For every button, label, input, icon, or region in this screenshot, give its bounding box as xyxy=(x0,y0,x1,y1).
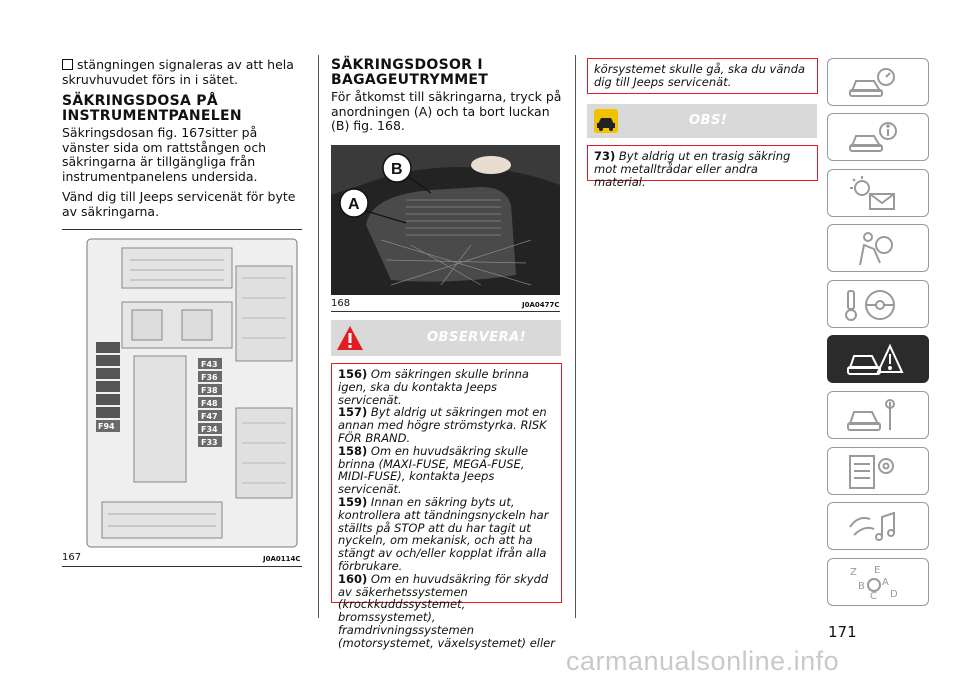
observera-notes-box xyxy=(331,363,562,650)
dashboard-car-icon xyxy=(844,63,904,103)
checkbox-icon xyxy=(62,59,73,70)
tab-dashboard[interactable] xyxy=(827,58,929,106)
page-number: 171 xyxy=(828,623,857,641)
svg-text:Z: Z xyxy=(850,567,857,578)
car-caution-icon xyxy=(593,108,619,134)
figure-167-bottom-rule xyxy=(62,566,302,567)
steering-key-icon xyxy=(844,285,904,325)
note-159: 159) Innan en säkring byts ut, kontrollera att tändningsnyckeln har ställts på STOP att du har tagit ut nyckeln, om mekanisk, och att ha stängt av och/eller kopplat ifrån alla förbrukare. xyxy=(338,494,549,573)
fuse-box-diagram xyxy=(86,238,298,548)
svg-text:C: C xyxy=(870,591,877,602)
svg-text:A: A xyxy=(882,577,889,588)
warning-triangle-icon xyxy=(336,324,364,352)
tab-maintenance[interactable] xyxy=(827,391,929,439)
continued-note-box xyxy=(587,58,818,94)
note-156: 156) Om säkringen skulle brinna igen, ska du kontakta Jeeps servicenät. xyxy=(338,367,529,407)
index-letters-icon xyxy=(844,563,904,603)
figure-168-code: J0A0477C xyxy=(522,301,560,309)
fuse-label: F33 xyxy=(201,438,218,447)
car-wrench-icon xyxy=(844,396,904,436)
fuse-label: F38 xyxy=(201,386,218,395)
dashboard-fuse-heading: SÄKRINGSDOSA PÅ INSTRUMENTPANELEN xyxy=(62,93,242,124)
photo-label-a: A xyxy=(348,196,360,213)
observera-notes xyxy=(332,364,561,654)
svg-text:B: B xyxy=(858,581,865,592)
tab-starting-driving[interactable] xyxy=(827,280,929,328)
tab-technical-data[interactable] xyxy=(827,447,929,495)
obs-banner xyxy=(587,104,817,138)
checklist-gear-icon xyxy=(844,452,904,492)
note-160: 160) Om en huvudsäkring för skydd av säkerhetssystemen (krockkuddssystemet, bromssystemet), framdrivningssystemen (motorsystemet, växelsystemet) eller xyxy=(338,571,555,650)
tab-multimedia[interactable] xyxy=(827,502,929,550)
watermark: carmanualsonline.info xyxy=(566,646,840,676)
trunk-photo xyxy=(331,145,560,295)
photo-label-b: B xyxy=(391,161,403,178)
column-divider xyxy=(318,55,319,618)
tab-index[interactable] xyxy=(827,558,929,606)
figure-168-number: 168 xyxy=(331,298,351,309)
observera-banner xyxy=(331,320,561,356)
figure-167-top-rule xyxy=(62,229,302,230)
figure-167-code: J0A0114C xyxy=(263,555,301,563)
tab-car-info[interactable] xyxy=(827,113,929,161)
fuse-label: F34 xyxy=(201,425,218,434)
fuse-label: F36 xyxy=(201,373,218,382)
fuse-label: F47 xyxy=(201,412,218,421)
observera-title: OBSERVERA! xyxy=(427,330,527,345)
obs-title: OBS! xyxy=(689,113,728,128)
airbag-seat-icon xyxy=(844,229,904,269)
car-info-icon xyxy=(844,118,904,158)
note-157: 157) Byt aldrig ut säkringen mot en annan med högre strömstyrka. RISK FÖR BRAND. xyxy=(338,405,547,445)
tab-lights-messages[interactable] xyxy=(827,169,929,217)
fuse-label: F48 xyxy=(201,399,218,408)
fuse-label-f94: F94 xyxy=(98,422,115,431)
figure-168-bottom-rule xyxy=(331,311,560,312)
media-phone-icon xyxy=(844,507,904,547)
continued-note: körsystemet skulle gå, ska du vända dig till Jeeps servicenät. xyxy=(594,62,806,89)
svg-text:D: D xyxy=(890,589,898,600)
note-73: 73) Byt aldrig ut en trasig säkring mot metalltrådar eller andra material. xyxy=(594,149,791,189)
column-divider xyxy=(575,55,576,618)
dashboard-fuse-paragraph: Säkringsdosan fig. 167sitter på vänster sida om rattstången och säkringarna är tillgängliga från instrumentpanelens undersida. xyxy=(62,125,267,184)
trunk-fuse-paragraph: För åtkomst till säkringarna, tryck på anordningen (A) och ta bort luckan (B) fig. 168. xyxy=(331,89,562,133)
note-158: 158) Om en huvudsäkring skulle brinna (MAXI-FUSE, MEGA-FUSE, MIDI-FUSE), kontakta Jeeps servicenät. xyxy=(338,443,529,497)
tab-emergency[interactable] xyxy=(827,335,929,383)
figure-167-number: 167 xyxy=(62,552,82,563)
car-warning-icon xyxy=(844,340,904,380)
trunk-fuse-heading: SÄKRINGSDOSOR I BAGAGEUTRYMMET xyxy=(331,57,489,88)
obs-notes-box xyxy=(587,145,818,189)
intro-paragraph: stängningen signaleras av att hela skruvhuvudet förs in i sätet. xyxy=(62,57,294,87)
tab-safety[interactable] xyxy=(827,224,929,272)
servicenet-paragraph: Vänd dig till Jeeps servicenät för byte av säkringarna. xyxy=(62,189,296,219)
svg-text:E: E xyxy=(874,565,881,576)
fuse-label: F43 xyxy=(201,360,218,369)
sun-mail-icon xyxy=(844,174,904,214)
